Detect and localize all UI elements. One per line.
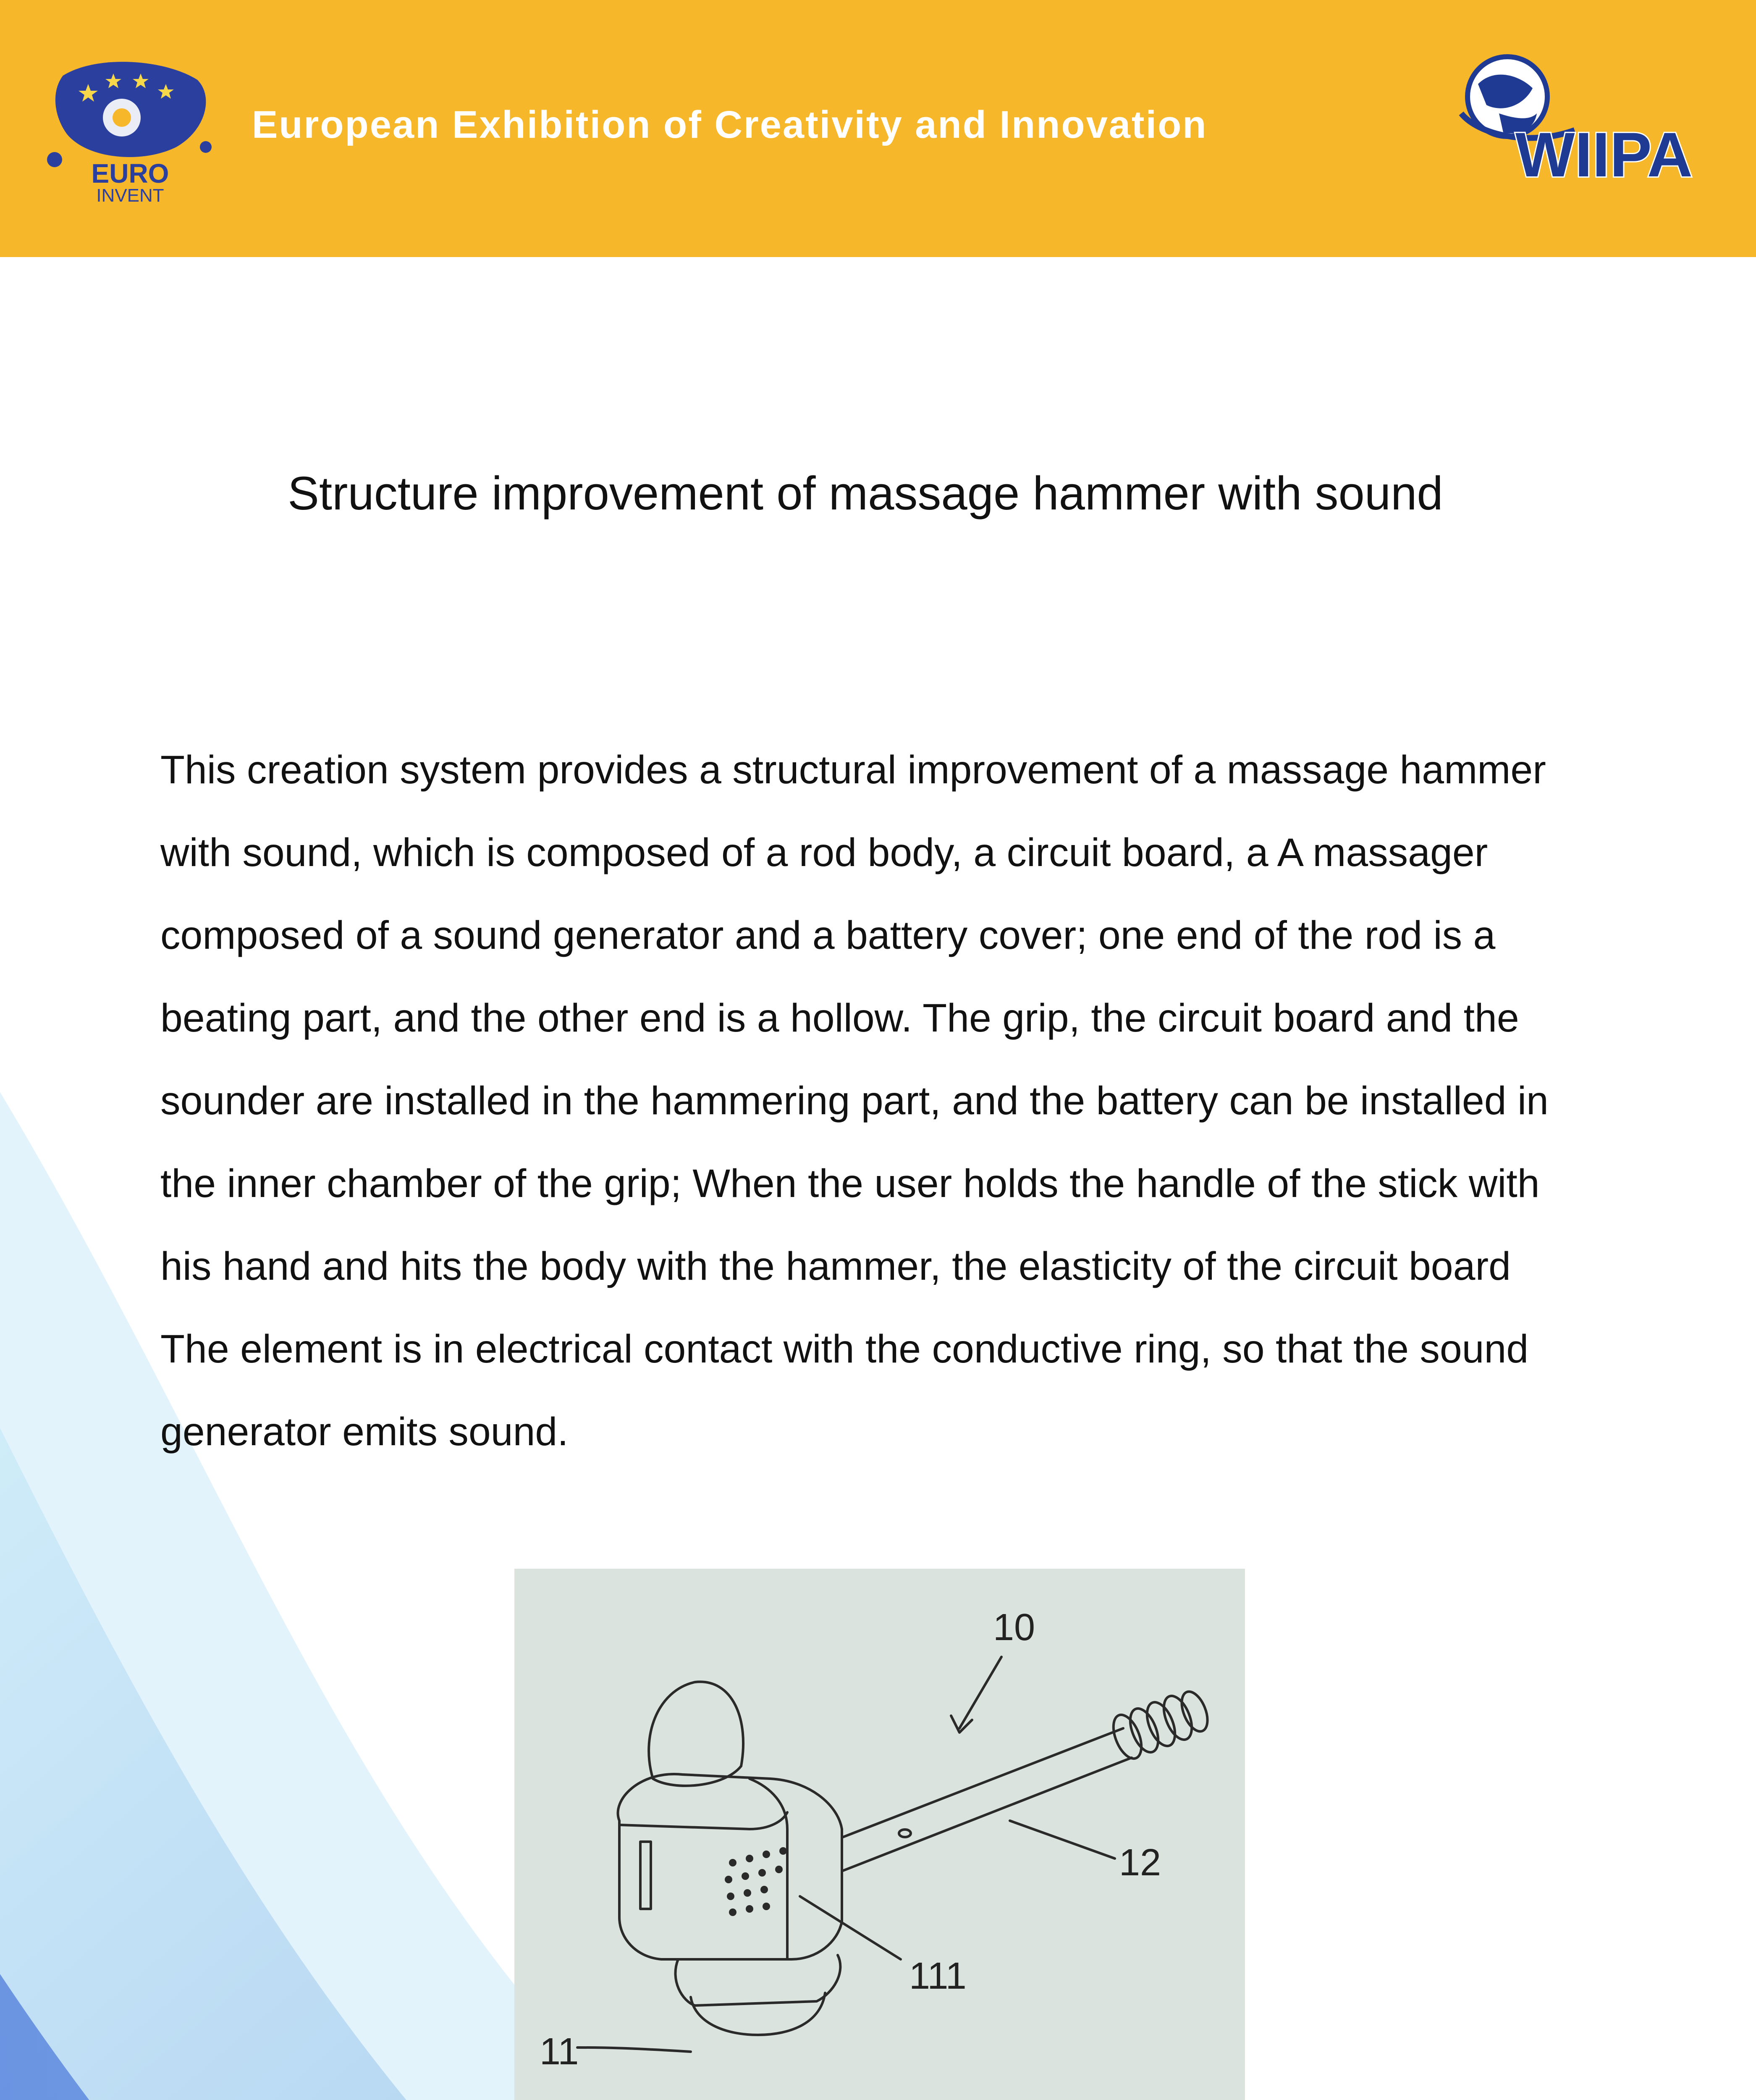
paragraph-line: his hand and hits the body with the hammer, the elasticity of the circuit board [160, 1244, 1511, 1289]
hammer-perspective-figure [514, 1569, 1245, 2100]
wiipa-logo [1436, 50, 1705, 193]
header-band [0, 0, 1756, 257]
label-111: 111 [909, 1955, 967, 1997]
paragraph-line: composed of a sound generator and a battery cover; one end of the rod is a [160, 913, 1496, 958]
paragraph-line: The element is in electrical contact with the conductive ring, so that the sound [160, 1327, 1529, 1371]
paragraph-line: This creation system provides a structural improvement of a massage hammer [160, 748, 1546, 792]
paragraph-line: sounder are installed in the hammering part, and the battery can be installed in [160, 1079, 1549, 1123]
svg-text:INVENT: INVENT [96, 185, 164, 206]
paragraph-line: generator emits sound. [160, 1410, 569, 1454]
document-title: Structure improvement of massage hammer with sound [288, 467, 1443, 520]
euro-invent-logo [38, 50, 223, 206]
svg-text:EURO: EURO [91, 158, 169, 189]
description-paragraph [160, 729, 1655, 1473]
label-10: 10 [993, 1606, 1035, 1648]
label-11: 11 [540, 2031, 579, 2073]
exhibition-title: European Exhibition of Creativity and Innovation [252, 103, 1208, 146]
label-12: 12 [1119, 1842, 1161, 1884]
paragraph-line: the inner chamber of the grip; When the user holds the handle of the stick with [160, 1161, 1540, 1206]
paragraph-line: with sound, which is composed of a rod body, a circuit board, a A massager [160, 830, 1488, 875]
paragraph-line: beating part, and the other end is a hollow. The grip, the circuit board and the [160, 996, 1519, 1040]
svg-text:WIIPA: WIIPA [1515, 119, 1693, 190]
